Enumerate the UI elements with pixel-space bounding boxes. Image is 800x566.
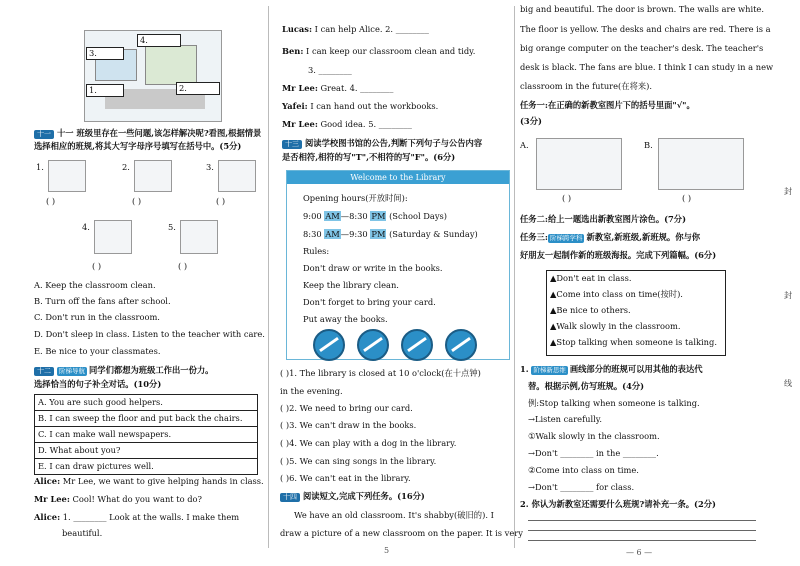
- picture-1: [48, 160, 86, 192]
- pic-num-5: 5.: [168, 222, 176, 232]
- question-1-tag: 阶梯新思维: [533, 366, 566, 374]
- column-divider: [514, 6, 515, 548]
- page-number: — 6 —: [626, 548, 653, 557]
- task-3-title-2: 好朋友一起制作新的班级海报。完成下列篇幅。(6分): [520, 250, 717, 260]
- sentence-2-answer[interactable]: →Don't ________ for class.: [528, 482, 635, 492]
- tf-item-2: ( )2. We need to bring our card.: [280, 403, 413, 413]
- hours-line-2: 8:30 AM—9:30 PM (Saturday & Sunday): [303, 229, 478, 239]
- no-food-sign-icon: [313, 329, 345, 361]
- classroom-b-image: [658, 138, 744, 190]
- option-d: D. Don't sleep in class. Listen to the teacher with care.: [34, 329, 265, 339]
- dialog-line: Lucas: I can help Alice. 2. ________: [282, 24, 429, 34]
- box-item-e: E. I can draw pictures well.: [38, 461, 154, 471]
- notice-rule: Keep the library clean.: [303, 280, 399, 290]
- notice-rule: Put away the books.: [303, 314, 388, 324]
- picture-4-answer[interactable]: ( ): [92, 261, 102, 271]
- option-e: E. Be nice to your classmates.: [34, 346, 161, 356]
- picture-1-answer[interactable]: ( ): [46, 196, 56, 206]
- margin-mark: 封: [784, 291, 792, 300]
- passage-line: big and beautiful. The door is brown. The walls are white.: [520, 4, 764, 14]
- dialog-line: beautiful.: [62, 528, 103, 538]
- answer-line[interactable]: [528, 540, 756, 541]
- pic-num-2: 2.: [122, 162, 130, 172]
- options-box: [34, 394, 258, 475]
- tf-item-6: ( )6. We can't eat in the library.: [280, 473, 411, 483]
- question-1-line-2: 替。根据示例,仿写班规。(4分): [528, 381, 645, 391]
- example: 例:Stop talking when someone is talking.: [528, 398, 700, 408]
- picture-5-answer[interactable]: ( ): [178, 261, 188, 271]
- scene-label-2: 2.: [176, 82, 220, 95]
- sentence-2: ②Come into class on time.: [528, 465, 639, 475]
- section-12-title: 十二 阶梯导航 同学们都想为班级工作出一份力。: [34, 364, 213, 376]
- picture-4: [94, 220, 132, 254]
- box-item-b: B. I can sweep the floor and put back the chairs.: [35, 411, 257, 427]
- passage-line: classroom in the future(在将来).: [520, 81, 653, 91]
- task-2-title: 任务二:给上一题选出新教室图片涂色。(7分): [520, 214, 687, 224]
- section-12-tag: 阶梯导航: [59, 367, 85, 375]
- answer-line[interactable]: [528, 530, 756, 531]
- pic-b-label: B.: [644, 140, 653, 150]
- section-13-title: 十三 阅读学校图书馆的公告,判断下列句子与公告内容: [282, 137, 482, 149]
- column-divider: [268, 6, 269, 548]
- notice-rule: Don't forget to bring your card.: [303, 297, 436, 307]
- dialog-line: Alice: 1. ________ Look at the walls. I make them: [34, 512, 240, 522]
- pic-b-answer[interactable]: ( ): [682, 193, 692, 203]
- section-14-badge: 十四: [280, 493, 300, 502]
- dialog-line: Mr Lee: Cool! What do you want to do?: [34, 494, 202, 504]
- class-rule: ▲Be nice to others.: [550, 305, 631, 315]
- sentence-1-answer[interactable]: →Don't ________ in the ________.: [528, 448, 659, 458]
- column-left: [0, 0, 265, 566]
- tf-item-1: ( )1. The library is closed at 10 o'clock(在十点钟): [280, 368, 481, 378]
- tf-item-4: ( )4. We can play with a dog in the library.: [280, 438, 457, 448]
- pic-a-answer[interactable]: ( ): [562, 193, 572, 203]
- box-item-a: A. You are such good helpers.: [35, 395, 257, 411]
- dialog-line: Ben: I can keep our classroom clean and tidy.: [282, 46, 476, 56]
- passage-line: draw a picture of a new classroom on the paper. It is very: [280, 528, 523, 538]
- picture-2: [134, 160, 172, 192]
- passage-line: We have an old classroom. It's shabby(破旧的). I: [294, 510, 494, 520]
- dialog-line: 3. ________: [308, 65, 352, 75]
- page-number: 5: [384, 546, 390, 555]
- notice-header: Welcome to the Library: [287, 171, 509, 184]
- library-notice: [286, 170, 510, 360]
- option-c: C. Don't run in the classroom.: [34, 312, 160, 322]
- pic-num-1: 1.: [36, 162, 44, 172]
- question-2: 2. 你认为新教室还需要什么班规?请补充一条。(2分): [520, 499, 716, 509]
- question-1: 1. 阶梯新思维 画线部分的班规可以用其他的表达代: [520, 364, 703, 374]
- picture-2-answer[interactable]: ( ): [132, 196, 142, 206]
- box-item-c: C. I can make wall newspapers.: [35, 427, 257, 443]
- scene-label-4: 4.: [137, 34, 181, 47]
- section-11-title-2: 选择相应的班规,将其大写字母序号填写在括号中。(5分): [34, 141, 242, 151]
- dialog-line: Yafei: I can hand out the workbooks.: [282, 101, 439, 111]
- margin-mark: 封: [784, 187, 792, 196]
- box-item-d: D. What about you?: [35, 443, 257, 459]
- picture-5: [180, 220, 218, 254]
- class-rule: ▲Come into class on time(按时).: [550, 289, 683, 299]
- section-14-title: 十四 阅读短文,完成下列任务。(16分): [280, 490, 425, 502]
- rules-title: Rules:: [303, 246, 330, 256]
- column-middle: [272, 0, 523, 566]
- picture-3: [218, 160, 256, 192]
- no-dog-sign-icon: [357, 329, 389, 361]
- hours-line-1: 9:00 AM—8:30 PM (School Days): [303, 211, 448, 221]
- class-rule: ▲Stop talking when someone is talking.: [550, 337, 717, 347]
- dialog-line: Mr Lee: Great. 4. ________: [282, 83, 394, 93]
- opening-hours: Opening hours(开放时间):: [303, 193, 408, 203]
- section-12-title-2: 选择恰当的句子补全对话。(10分): [34, 379, 162, 389]
- pic-num-4: 4.: [82, 222, 90, 232]
- task-3-tag: 阶梯跨学科: [549, 234, 583, 242]
- dialog-line: Alice: Mr Lee, we want to give helping hands in class.: [34, 476, 264, 486]
- section-12-badge: 十二: [34, 367, 54, 376]
- section-11-title: 十一 十一 班级里存在一些问题,该怎样解决呢?看图,根据情景: [34, 127, 261, 139]
- tf-item-3: ( )3. We can't draw in the books.: [280, 420, 417, 430]
- option-a: A. Keep the classroom clean.: [34, 280, 156, 290]
- answer-line[interactable]: [528, 520, 756, 521]
- task-1-points: (3分): [520, 116, 542, 126]
- notice-rule: Don't draw or write in the books.: [303, 263, 443, 273]
- class-rule: ▲Don't eat in class.: [550, 273, 632, 283]
- section-13-badge: 十三: [282, 140, 302, 149]
- task-3-title: 任务三: 阶梯跨学科 新教室,新班级,新班规。你与你: [520, 232, 701, 242]
- option-b: B. Turn off the fans after school.: [34, 296, 171, 306]
- section-11-badge: 十一: [34, 130, 54, 139]
- dialog-line: Mr Lee: Good idea. 5. ________: [282, 119, 412, 129]
- classroom-a-image: [536, 138, 622, 190]
- class-rule: ▲Walk slowly in the classroom.: [550, 321, 681, 331]
- passage-line: desk is black. The fans are blue. I think I can study in a new: [520, 62, 774, 72]
- pic-a-label: A.: [520, 140, 529, 150]
- task-1-title: 任务一:在正确的新教室图片下的括号里面"√"。: [520, 100, 695, 110]
- column-right: [518, 0, 774, 566]
- class-rules-box: [546, 270, 726, 356]
- passage-line: The floor is yellow. The desks and chairs are red. There is a: [520, 24, 771, 34]
- margin-mark: 线: [784, 379, 792, 388]
- tf-item-1-cont: in the evening.: [280, 386, 343, 396]
- no-drink-sign-icon: [445, 329, 477, 361]
- no-music-sign-icon: [401, 329, 433, 361]
- passage-line: big orange computer on the teacher's desk. The teacher's: [520, 43, 764, 53]
- section-13-title-2: 是否相符,相符的写"T",不相符的写"F"。(6分): [282, 152, 456, 162]
- sentence-1: ①Walk slowly in the classroom.: [528, 431, 660, 441]
- scene-label-1: 1.: [86, 84, 124, 97]
- tf-item-5: ( )5. We can sing songs in the library.: [280, 456, 437, 466]
- scene-label-3: 3.: [86, 47, 124, 60]
- pic-num-3: 3.: [206, 162, 214, 172]
- example-answer: →Listen carefully.: [528, 414, 603, 424]
- picture-3-answer[interactable]: ( ): [216, 196, 226, 206]
